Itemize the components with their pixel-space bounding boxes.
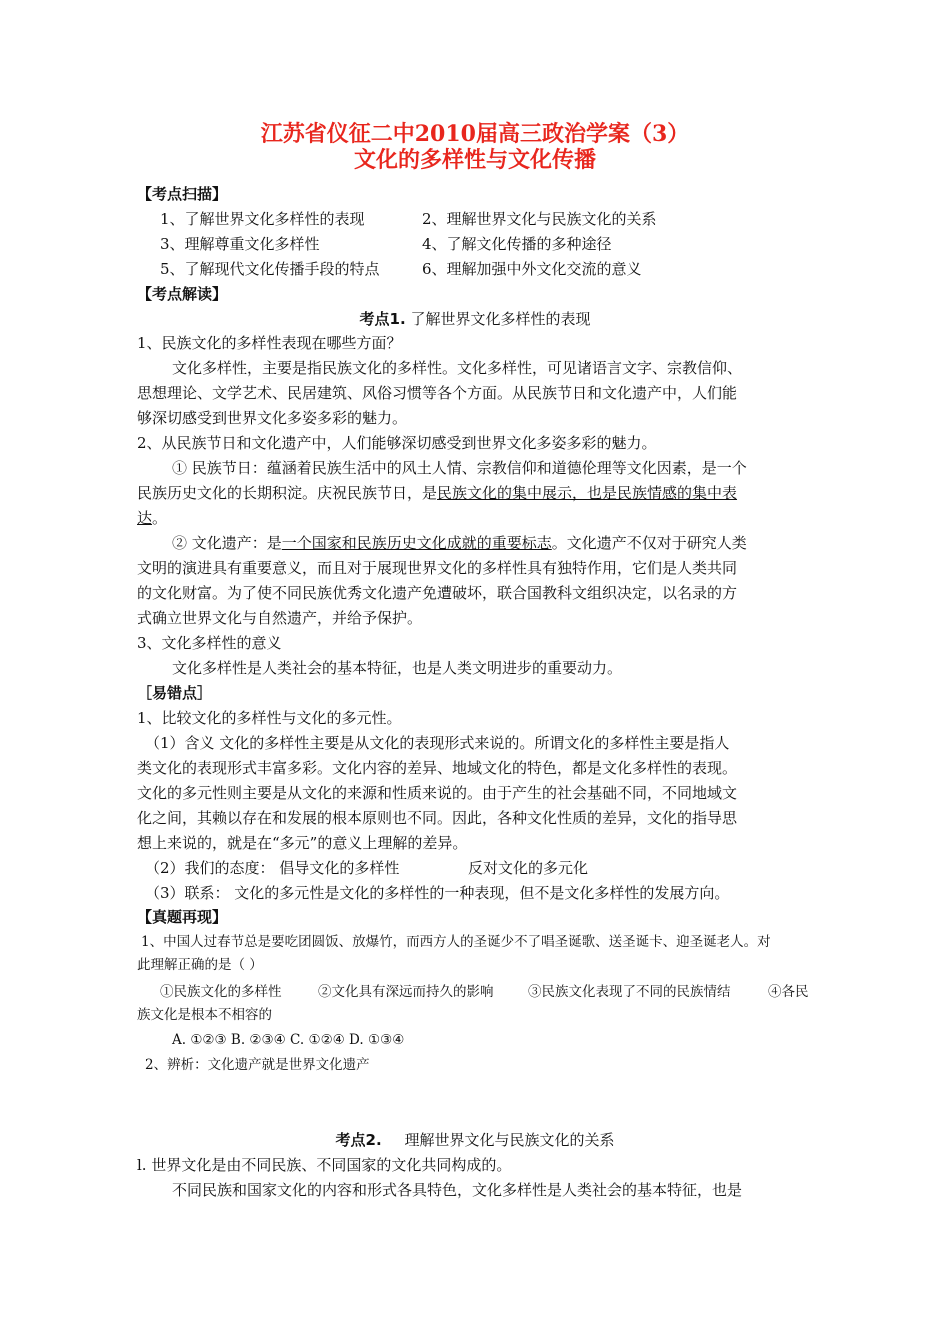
scan-item-4: 4、了解文化传播的多种途径 [422, 235, 612, 253]
exam-heading: 【真题再现】 [137, 908, 228, 926]
exam-q2: 2、辨析：文化遗产就是世界文化遗产 [145, 1057, 370, 1073]
exam-option-4: ④各民 [768, 984, 809, 1000]
heritage-line1-underlined: 一个国家和民族历史文化成就的重要标志 [281, 534, 552, 552]
festival-line2 [137, 481, 737, 505]
heritage-line4: 式确立世界文化与自然遗产，并给予保护。 [137, 609, 423, 627]
scan-item-6: 6、理解加强中外文化交流的意义 [422, 260, 642, 278]
heritage-line3: 的文化财富。为了使不同民族优秀文化遗产免遭破坏，联合国教科文组织决定，以名录的方 [137, 584, 738, 602]
point2-l2: 不同民族和国家文化的内容和形式各具特色，文化多样性是人类社会的基本特征，也是 [172, 1181, 743, 1199]
heritage-line1 [172, 531, 747, 555]
scan-item-2: 2、理解世界文化与民族文化的关系 [422, 210, 657, 228]
festival-line3-underlined: 达 [137, 509, 153, 527]
error-p2-a: （2）我们的态度： 倡导文化的多样性 [145, 859, 400, 877]
festival-line1: ① 民族节日：蕴涵着民族生活中的风土人情、宗教信仰和道德伦理等文化因素，是一个 [172, 459, 747, 477]
point1-q3: 3、文化多样性的意义 [137, 634, 282, 652]
error-p1-line1: （1）含义 文化的多样性主要是从文化的表现形式来说的。所谓文化的多样性主要是指人 [145, 734, 730, 752]
festival-line2-text: 民族历史文化的长期积淀。庆祝民族节日，是 [137, 484, 438, 502]
error-p3: （3）联系： 文化的多元性是文化的多样性的一种表现，但不是文化多样性的发展方向。 [145, 884, 730, 902]
point1-p1-line1: 文化多样性，主要是指民族文化的多样性。文化多样性，可见诸语言文字、宗教信仰、 [172, 359, 743, 377]
point1-p3: 文化多样性是人类社会的基本特征，也是人类文明进步的重要动力。 [172, 659, 623, 677]
festival-line3-text: 。 [152, 509, 168, 527]
point1-title: 了解世界文化多样性的表现 [410, 310, 591, 328]
error-heading: ［易错点］ [137, 684, 213, 702]
point2-l1: l. 世界文化是由不同民族、不同国家的文化共同构成的。 [137, 1156, 512, 1174]
heritage-line2: 文明的演进具有重要意义，而且对于展现世界文化的多样性具有独特作用，它们是人类共同 [137, 559, 738, 577]
point1-label: 考点1. [359, 310, 406, 328]
point1-p1-line2: 思想理论、文学艺术、民居建筑、风俗习惯等各个方面。从民族节日和文化遗产中，人们能 [137, 384, 738, 402]
exam-choices: A. ①②③ B. ②③④ C. ①②④ D. ①③④ [172, 1032, 405, 1048]
heritage-line1-text-a: ② 文化遗产：是 [172, 534, 282, 552]
exam-option-4-cont: 族文化是根本不相容的 [137, 1007, 272, 1023]
scan-heading: 【考点扫描】 [137, 185, 228, 203]
error-q1: 1、比较文化的多样性与文化的多元性。 [137, 709, 402, 727]
point2-title: 理解世界文化与民族文化的关系 [404, 1131, 615, 1149]
error-p2-b: 反对文化的多元化 [468, 859, 589, 877]
point1-q2: 2、从民族节日和文化遗产中，人们能够深切感受到世界文化多姿多彩的魅力。 [137, 434, 657, 452]
error-p1-line5: 想上来说的，就是在“多元”的意义上理解的差异。 [137, 834, 468, 852]
point1-q1: 1、民族文化的多样性表现在哪些方面？ [137, 334, 402, 352]
point1-p1-line3: 够深切感受到世界文化多姿多彩的魅力。 [137, 409, 408, 427]
point1-heading [0, 307, 950, 331]
exam-option-3: ③民族文化表现了不同的民族情结 [528, 984, 731, 1000]
error-p1-line2: 类文化的表现形式丰富多彩。文化内容的差异、地域文化的特色，都是文化多样性的表现。 [137, 759, 738, 777]
doc-title: 江苏省仪征二中2010届高三政治学案（3） [260, 121, 690, 147]
scan-item-1: 1、了解世界文化多样性的表现 [160, 210, 365, 228]
exam-q1-line1: 1、中国人过春节总是要吃团圆饭、放爆竹，而西方人的圣诞少不了唱圣诞歌、送圣诞卡、迎圣诞老人。对 [141, 934, 771, 950]
interpret-heading: 【考点解读】 [137, 285, 228, 303]
point2-heading [0, 1128, 950, 1152]
exam-q1-line2: 此理解正确的是（ ） [137, 957, 263, 973]
heritage-line1-text-b: 。文化遗产不仅对于研究人类 [551, 534, 747, 552]
festival-line2-underlined: 民族文化的集中展示，也是民族情感的集中表 [437, 484, 738, 502]
error-p1-line4: 化之间，其赖以存在和发展的根本原则也不同。因此，各种文化性质的差异，文化的指导思 [137, 809, 738, 827]
doc-subtitle: 文化的多样性与文化传播 [353, 147, 596, 173]
festival-line3 [137, 506, 167, 530]
scan-item-5: 5、了解现代文化传播手段的特点 [160, 260, 380, 278]
exam-option-2: ②文化具有深远而持久的影响 [318, 984, 494, 1000]
exam-option-1: ①民族文化的多样性 [160, 984, 282, 1000]
error-p1-line3: 文化的多元性则主要是从文化的来源和性质来说的。由于产生的社会基础不同，不同地域文 [137, 784, 738, 802]
point2-label: 考点2. [335, 1131, 382, 1149]
scan-item-3: 3、理解尊重文化多样性 [160, 235, 320, 253]
